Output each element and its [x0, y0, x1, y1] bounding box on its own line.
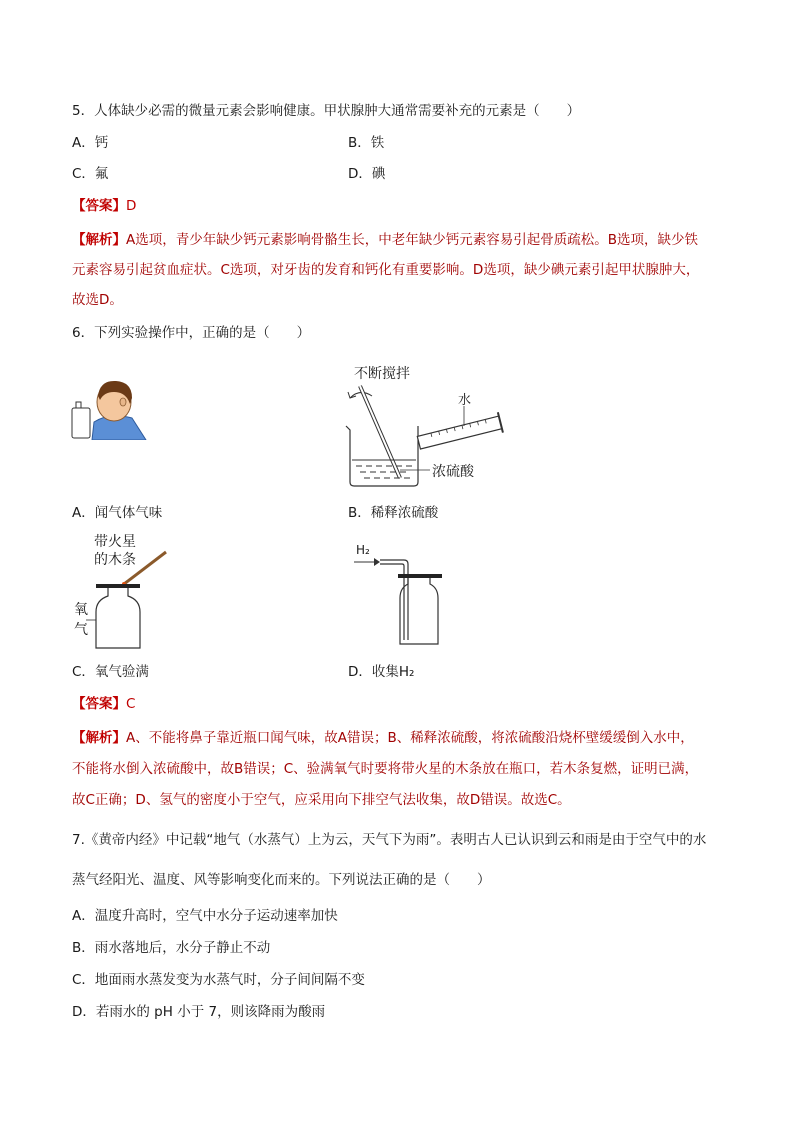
- label-oxygen-2: 气: [74, 622, 88, 638]
- q5-analysis-line-3: 故选D。: [72, 292, 123, 308]
- q6-option-c: C．氧气验满: [72, 664, 149, 680]
- figure-c-oxygen-test: [70, 530, 180, 655]
- q5-stem: 5．人体缺少必需的微量元素会影响健康。甲状腺肿大通常需要补充的元素是（ ）: [72, 103, 581, 119]
- answer-tag: 【答案】: [72, 198, 126, 214]
- q7-stem-line-1: 7.《黄帝内经》中记载“地气（水蒸气）上为云，天气下为雨”。表明古人已认识到云和雨是由于空气中的水: [72, 832, 707, 848]
- analysis-text: A选项，青少年缺少钙元素影响骨骼生长，中老年缺少钙元素容易引起骨质疏松。B选项，缺少铁: [126, 232, 698, 248]
- q6-analysis-line-1: [72, 728, 694, 748]
- answer-tag: 【答案】: [72, 696, 126, 712]
- q7-stem-line-2: 蒸气经阳光、温度、风等影响变化而来的。下列说法正确的是（ ）: [72, 872, 491, 888]
- q5-option-b: B．铁: [348, 135, 385, 151]
- q6-analysis-line-3: 故C正确；D、氢气的密度小于空气，应采用向下排空气法收集，故D错误。故选C。: [72, 792, 571, 808]
- q6-option-a: A．闻气体气味: [72, 505, 163, 521]
- figure-d-collect-h2: [350, 540, 450, 650]
- q6-option-b: B．稀释浓硫酸: [348, 505, 439, 521]
- q5-option-a: A．钙: [72, 135, 109, 151]
- label-splint-1: 带火星: [94, 534, 136, 550]
- analysis-tag: 【解析】: [72, 232, 126, 248]
- q5-option-d: D．碘: [348, 166, 386, 182]
- q5-answer: [72, 196, 136, 216]
- answer-value: D: [126, 198, 137, 214]
- q6-option-d: D．收集H₂: [348, 664, 415, 680]
- q7-option-d: D．若雨水的 pH 小于 7，则该降雨为酸雨: [72, 1004, 326, 1020]
- analysis-tag: 【解析】: [72, 730, 126, 746]
- label-splint-2: 的木条: [94, 552, 136, 568]
- q6-answer: [72, 694, 135, 714]
- answer-value: C: [126, 696, 136, 712]
- q6-stem: 6．下列实验操作中，正确的是（ ）: [72, 325, 311, 341]
- label-water: 水: [458, 393, 472, 408]
- q6-analysis-line-2: 不能将水倒入浓硫酸中，故B错误；C、验满氧气时要将带火星的木条放在瓶口，若木条复燃，证明已满，: [72, 761, 699, 777]
- label-acid: 浓硫酸: [432, 464, 474, 480]
- q7-option-a: A．温度升高时，空气中水分子运动速率加快: [72, 908, 338, 924]
- q5-option-c: C．氟: [72, 166, 109, 182]
- figure-a-smelling-gas: [70, 378, 150, 440]
- q7-option-b: B．雨水落地后，水分子静止不动: [72, 940, 271, 956]
- analysis-text: A、不能将鼻子靠近瓶口闻气味，故A错误；B、稀释浓硫酸，将浓硫酸沿烧杯壁缓缓倒入水中，: [126, 730, 694, 746]
- figure-b-dilute-acid: [340, 360, 515, 490]
- label-h2: H₂: [356, 543, 370, 557]
- q7-option-c: C．地面雨水蒸发变为水蒸气时，分子间间隔不变: [72, 972, 365, 988]
- q5-analysis-line-1: [72, 230, 698, 250]
- label-oxygen-1: 氧: [74, 602, 88, 618]
- q5-analysis-line-2: 元素容易引起贫血症状。C选项，对牙齿的发育和钙化有重要影响。D选项，缺少碘元素引起甲状腺肿大，: [72, 262, 700, 278]
- label-stir: 不断搅拌: [354, 366, 410, 382]
